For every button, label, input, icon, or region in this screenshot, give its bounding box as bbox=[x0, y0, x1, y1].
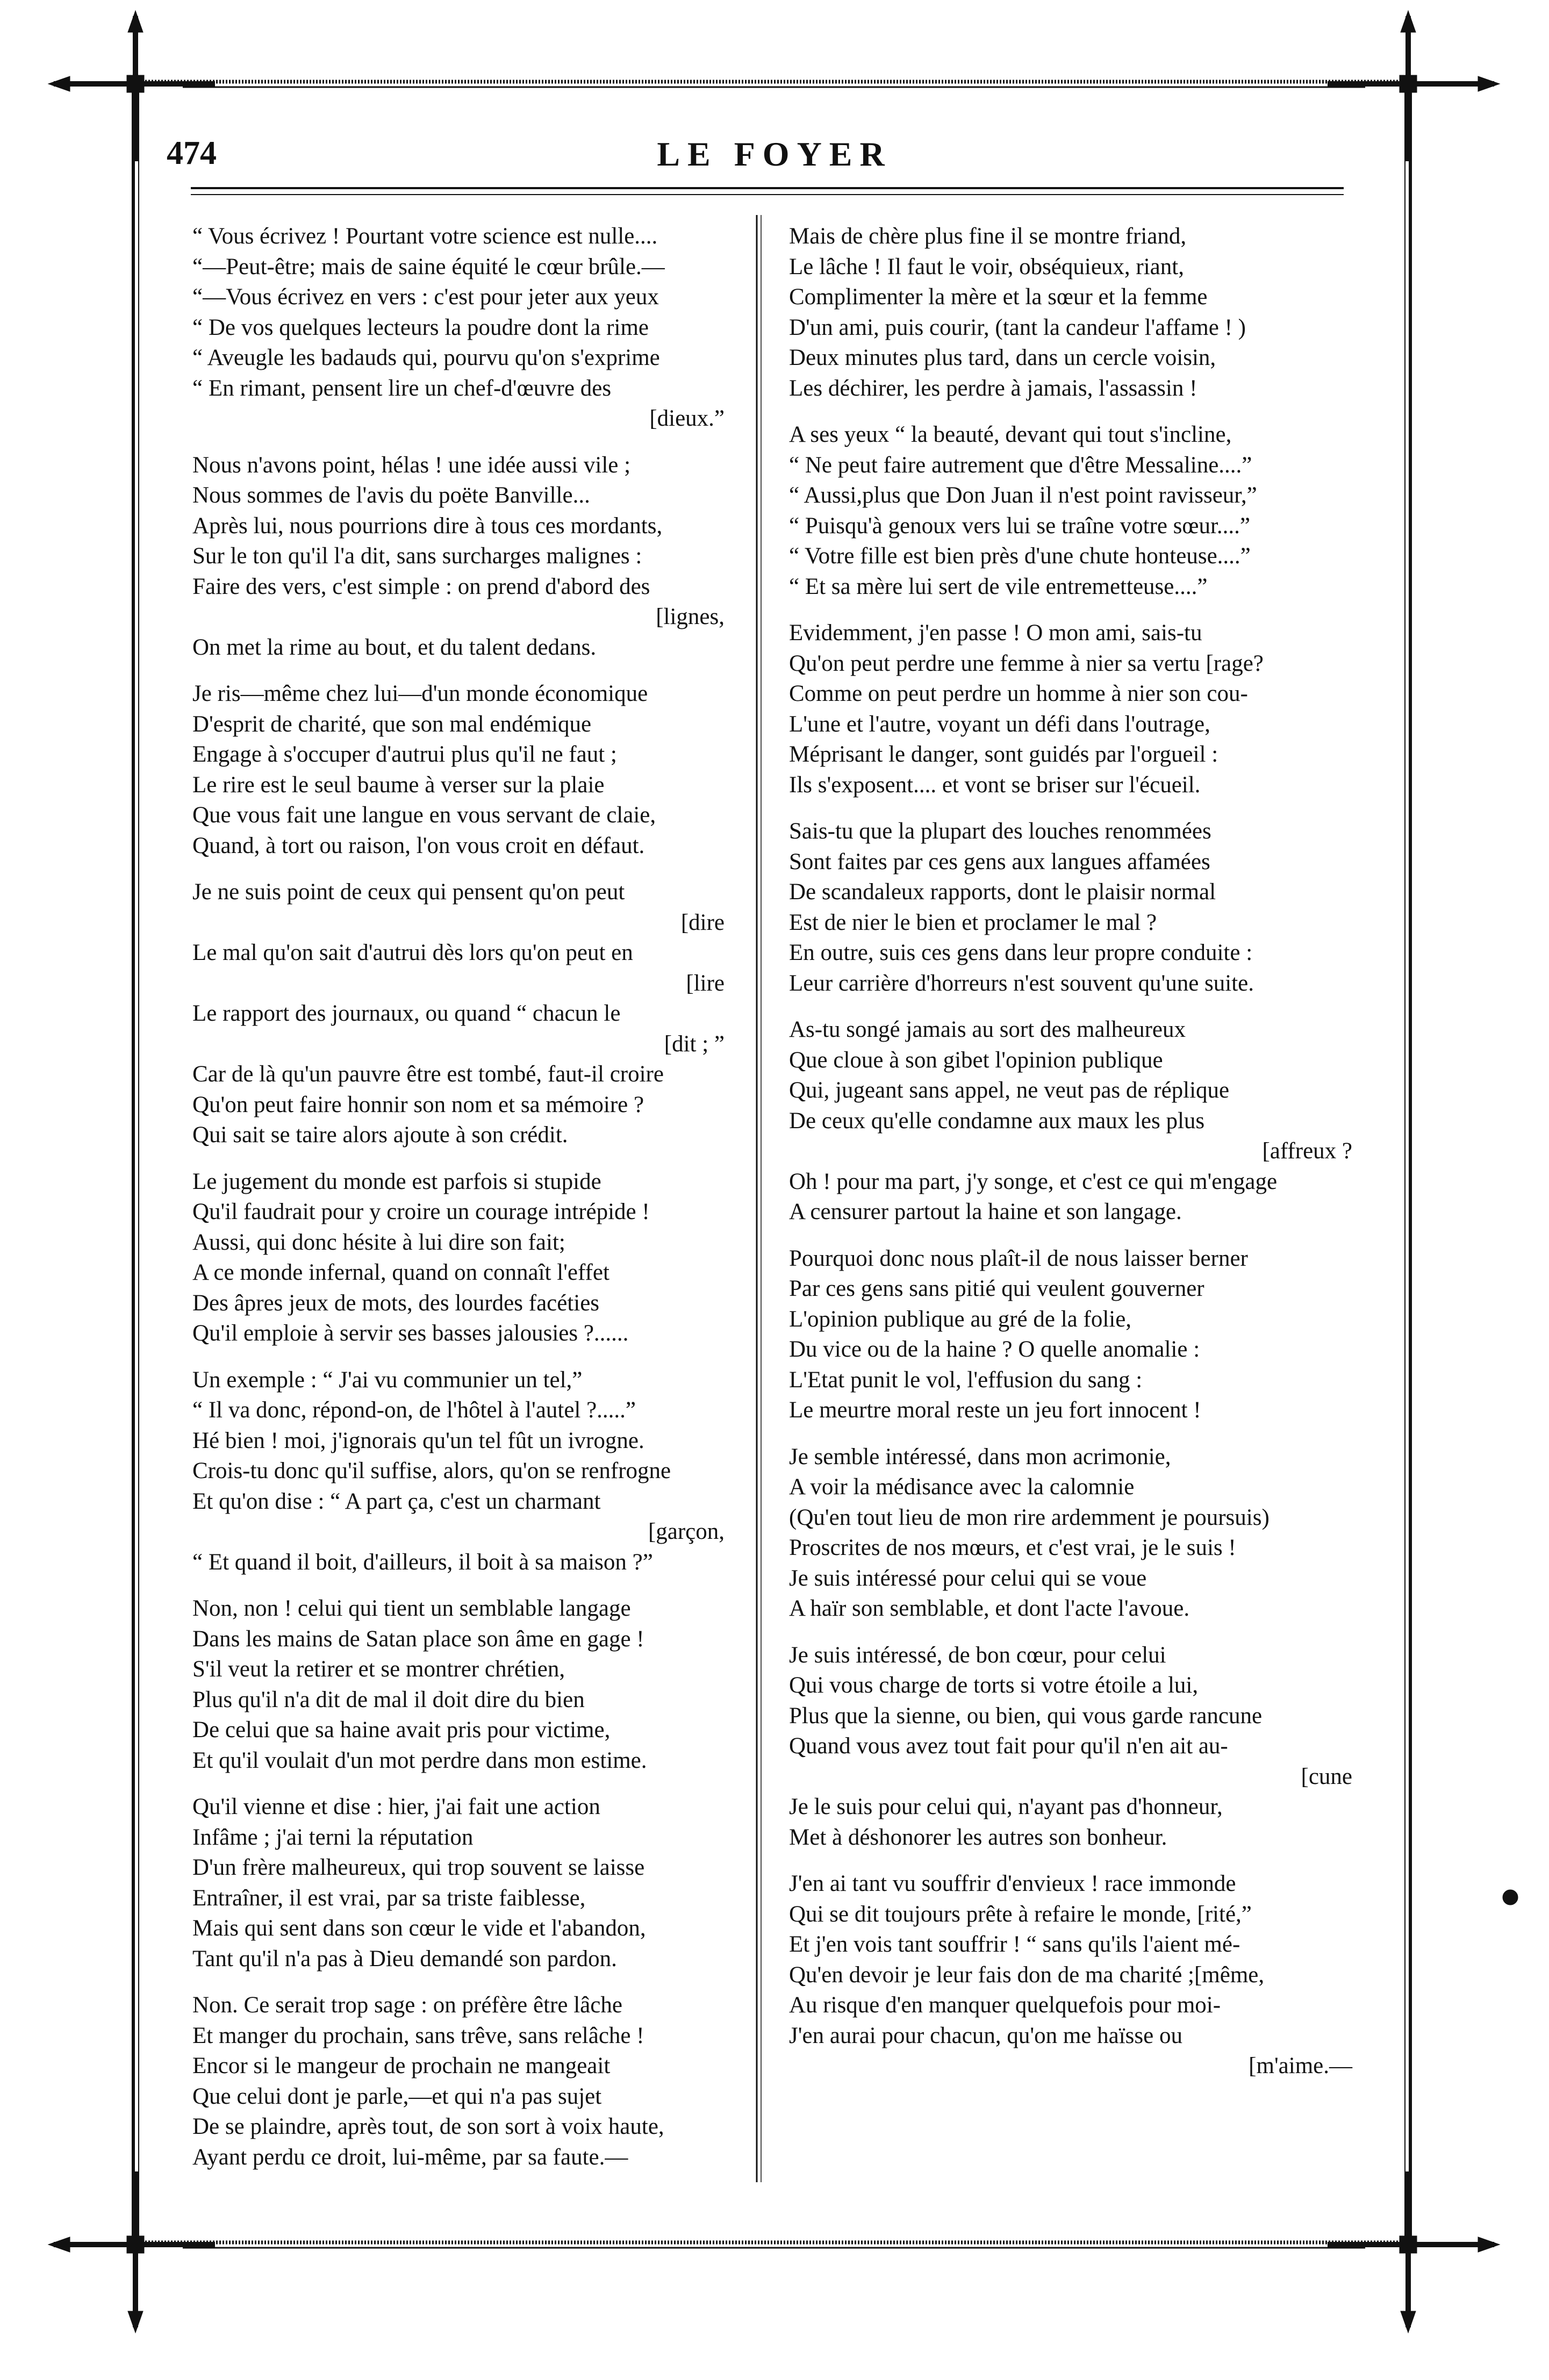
verse-line: Aussi, qui donc hésite à lui dire son fait; bbox=[192, 1229, 565, 1255]
verse-line: J'en aurai pour chacun, qu'on me haïsse ou bbox=[789, 2023, 1182, 2048]
verse-line: Plus que la sienne, ou bien, qui vous garde rancune bbox=[789, 1703, 1263, 1729]
verse-line: “ Votre fille est bien près d'une chute honteuse....” bbox=[789, 543, 1251, 569]
verse-line: Ils s'exposent.... et vont se briser sur l'écueil. bbox=[789, 772, 1201, 798]
verse-line: Qui, jugeant sans appel, ne veut pas de réplique bbox=[789, 1078, 1230, 1103]
verse-line: Proscrites de nos mœurs, et c'est vrai, je le suis ! bbox=[789, 1535, 1236, 1560]
verse-line: L'une et l'autre, voyant un défi dans l'outrage, bbox=[789, 711, 1210, 737]
verse-line: Leur carrière d'horreurs n'est souvent qu'une suite. bbox=[789, 970, 1254, 996]
verse-line: Que cloue à son gibet l'opinion publique bbox=[789, 1047, 1163, 1073]
verse-line: Met à déshonorer les autres son bonheur. bbox=[789, 1824, 1167, 1850]
verse-line: Je suis intéressé, de bon cœur, pour celui bbox=[789, 1642, 1166, 1668]
verse-line: “—Peut-être; mais de saine équité le cœur brûle.— bbox=[192, 254, 665, 279]
verse-line: Sur le ton qu'il l'a dit, sans surcharges malignes : bbox=[192, 543, 642, 569]
verse-line: A censurer partout la haine et son langage. bbox=[789, 1199, 1182, 1224]
verse-line: Que vous fait une langue en vous servant de claie, bbox=[192, 802, 656, 828]
verse-line: [dieux.” bbox=[649, 406, 725, 431]
verse-line: Qui se dit toujours prête à refaire le monde, [rité,” bbox=[789, 1901, 1252, 1927]
verse-line: “ De vos quelques lecteurs la poudre dont la rime bbox=[192, 314, 649, 340]
verse-line: Au risque d'en manquer quelquefois pour moi- bbox=[789, 1992, 1221, 2018]
verse-line: “ Et quand il boit, d'ailleurs, il boit à sa maison ?” bbox=[192, 1549, 653, 1575]
verse-line: [lire bbox=[686, 970, 725, 996]
left-column bbox=[192, 221, 725, 2189]
stanza bbox=[789, 1015, 1352, 1228]
verse-line: Nous n'avons point, hélas ! une idée aussi vile ; bbox=[192, 452, 631, 478]
verse-line: De celui que sa haine avait pris pour victime, bbox=[192, 1717, 611, 1743]
verse-line: Engage à s'occuper d'autrui plus qu'il ne faut ; bbox=[192, 742, 617, 767]
verse-line: Et qu'il voulait d'un mot perdre dans mon estime. bbox=[192, 1747, 647, 1773]
verse-line: [affreux ? bbox=[1262, 1138, 1352, 1164]
verse-line: Et qu'on dise : “ A part ça, c'est un charmant bbox=[192, 1488, 601, 1514]
verse-line: Infâme ; j'ai terni la réputation bbox=[192, 1824, 474, 1850]
verse-line: Sont faites par ces gens aux langues affamées bbox=[789, 849, 1210, 874]
verse-line: [dire bbox=[680, 909, 725, 935]
verse-line: “ Aussi,plus que Don Juan il n'est point ravisseur,” bbox=[789, 483, 1257, 508]
verse-line: A ses yeux “ la beauté, devant qui tout s'incline, bbox=[789, 422, 1232, 447]
verse-line: Faire des vers, c'est simple : on prend d'abord des bbox=[192, 574, 650, 599]
verse-line: Est de nier le bien et proclamer le mal ? bbox=[789, 909, 1157, 935]
verse-line: Les déchirer, les perdre à jamais, l'assassin ! bbox=[789, 375, 1197, 401]
stanza bbox=[789, 221, 1352, 404]
verse-line: Le rapport des journaux, ou quand “ chacun le bbox=[192, 1001, 621, 1026]
verse-line: As-tu songé jamais au sort des malheureux bbox=[789, 1017, 1186, 1042]
stanza bbox=[192, 1990, 725, 2173]
verse-line: Méprisant le danger, sont guidés par l'orgueil : bbox=[789, 742, 1218, 767]
verse-line: On met la rime au bout, et du talent dedans. bbox=[192, 634, 597, 660]
stanza bbox=[192, 450, 725, 663]
verse-line: Qui vous charge de torts si votre étoile a lui, bbox=[789, 1673, 1199, 1698]
verse-line: De ceux qu'elle condamne aux maux les plus bbox=[789, 1108, 1205, 1134]
verse-line: Et manger du prochain, sans trêve, sans relâche ! bbox=[192, 2023, 644, 2048]
verse-line: Dans les mains de Satan place son âme en gage ! bbox=[192, 1626, 644, 1652]
verse-line: Le jugement du monde est parfois si stupide bbox=[192, 1169, 601, 1194]
stanza bbox=[192, 221, 725, 434]
verse-line: L'opinion publique au gré de la folie, bbox=[789, 1306, 1132, 1332]
verse-line: “ Ne peut faire autrement que d'être Messaline....” bbox=[789, 452, 1252, 478]
verse-line: De se plaindre, après tout, de son sort à voix haute, bbox=[192, 2114, 664, 2139]
verse-line: “ Puisqu'à genoux vers lui se traîne votre sœur....” bbox=[789, 513, 1251, 539]
verse-line: Le lâche ! Il faut le voir, obséquieux, riant, bbox=[789, 254, 1184, 279]
verse-line: Le meurtre moral reste un jeu fort innocent ! bbox=[789, 1397, 1201, 1423]
verse-line: Quand, à tort ou raison, l'on vous croit en défaut. bbox=[192, 833, 645, 858]
verse-line: L'Etat punit le vol, l'effusion du sang : bbox=[789, 1367, 1143, 1393]
stanza bbox=[789, 618, 1352, 800]
verse-line: Qu'on peut faire honnir son nom et sa mémoire ? bbox=[192, 1092, 644, 1117]
stanza bbox=[789, 816, 1352, 999]
verse-line: A haïr son semblable, et dont l'acte l'avoue. bbox=[789, 1596, 1190, 1621]
verse-line: Qu'il vienne et dise : hier, j'ai fait une action bbox=[192, 1794, 600, 1819]
verse-line: Qu'il faudrait pour y croire un courage intrépide ! bbox=[192, 1199, 650, 1224]
verse-line: Des âpres jeux de mots, des lourdes facéties bbox=[192, 1290, 600, 1316]
stanza bbox=[192, 1594, 725, 1776]
stanza bbox=[192, 877, 725, 1151]
verse-line: “ Aveugle les badauds qui, pourvu qu'on s'exprime bbox=[192, 345, 660, 370]
verse-line: Qu'il emploie à servir ses basses jalousies ?...... bbox=[192, 1321, 629, 1346]
stanza bbox=[789, 1244, 1352, 1426]
right-column bbox=[789, 221, 1352, 2098]
verse-line: Entraîner, il est vrai, par sa triste faiblesse, bbox=[192, 1885, 586, 1911]
stanza bbox=[192, 1792, 725, 1974]
verse-line: Après lui, nous pourrions dire à tous ces mordants, bbox=[192, 513, 663, 539]
verse-line: D'un ami, puis courir, (tant la candeur l'affame ! ) bbox=[789, 314, 1246, 340]
stanza bbox=[789, 1640, 1352, 1853]
verse-line: Mais qui sent dans son cœur le vide et l'abandon, bbox=[192, 1916, 646, 1941]
verse-line: Que celui dont je parle,—et qui n'a pas sujet bbox=[192, 2083, 602, 2109]
verse-line: Un exemple : “ J'ai vu communier un tel,” bbox=[192, 1367, 583, 1393]
verse-line: Encor si le mangeur de prochain ne mangeait bbox=[192, 2053, 611, 2078]
verse-line: “ Et sa mère lui sert de vile entremetteuse....” bbox=[789, 574, 1208, 599]
verse-line: Par ces gens sans pitié qui veulent gouverner bbox=[789, 1276, 1204, 1301]
verse-line: [lignes, bbox=[656, 604, 725, 629]
verse-line: Car de là qu'un pauvre être est tombé, faut-il croire bbox=[192, 1062, 664, 1087]
verse-line: Du vice ou de la haine ? O quelle anomalie : bbox=[789, 1337, 1200, 1362]
verse-line: S'il veut la retirer et se montrer chrétien, bbox=[192, 1657, 565, 1682]
verse-line: Plus qu'il n'a dit de mal il doit dire du bien bbox=[192, 1687, 585, 1712]
verse-line: “—Vous écrivez en vers : c'est pour jeter aux yeux bbox=[192, 284, 659, 310]
verse-line: Et j'en vois tant souffrir ! “ sans qu'ils l'aient mé- bbox=[789, 1932, 1240, 1957]
verse-line: De scandaleux rapports, dont le plaisir normal bbox=[789, 879, 1216, 905]
verse-line: [cune bbox=[1301, 1764, 1352, 1789]
verse-line: Non. Ce serait trop sage : on préfère être lâche bbox=[192, 1992, 622, 2018]
stanza bbox=[192, 679, 725, 861]
verse-line: Ayant perdu ce droit, lui-même, par sa faute.— bbox=[192, 2144, 628, 2170]
verse-line: D'esprit de charité, que son mal endémique bbox=[192, 711, 592, 737]
verse-line: “ Il va donc, répond-on, de l'hôtel à l'autel ?.....” bbox=[192, 1397, 636, 1423]
verse-line: Crois-tu donc qu'il suffise, alors, qu'on se renfrogne bbox=[192, 1458, 671, 1483]
verse-line: Pourquoi donc nous plaît-il de nous laisser berner bbox=[789, 1245, 1248, 1271]
verse-line: (Qu'en tout lieu de mon rire ardemment je poursuis) bbox=[789, 1504, 1270, 1530]
verse-line: Comme on peut perdre un homme à nier son cou- bbox=[789, 681, 1248, 706]
verse-line: A ce monde infernal, quand on connaît l'effet bbox=[192, 1260, 609, 1285]
verse-line: Je semble intéressé, dans mon acrimonie, bbox=[789, 1444, 1171, 1469]
stanza bbox=[789, 420, 1352, 602]
verse-line: A voir la médisance avec la calomnie bbox=[789, 1474, 1135, 1500]
stanza bbox=[789, 1869, 1352, 2082]
verse-line: [dit ; ” bbox=[664, 1031, 725, 1057]
page-header bbox=[0, 134, 1549, 177]
verse-line: Je ne suis point de ceux qui pensent qu'on peut bbox=[192, 879, 625, 905]
verse-line: Qui sait se taire alors ajoute à son crédit. bbox=[192, 1122, 568, 1148]
verse-line: Qu'en devoir je leur fais don de ma charité ;[même, bbox=[789, 1962, 1265, 1988]
verse-line: Non, non ! celui qui tient un semblable langage bbox=[192, 1596, 631, 1621]
verse-line: [garçon, bbox=[648, 1519, 725, 1544]
verse-line: Hé bien ! moi, j'ignorais qu'un tel fût un ivrogne. bbox=[192, 1428, 644, 1453]
verse-line: Je ris—même chez lui—d'un monde économique bbox=[192, 681, 648, 706]
verse-line: Oh ! pour ma part, j'y songe, et c'est ce qui m'engage bbox=[789, 1169, 1278, 1194]
verse-line: Tant qu'il n'a pas à Dieu demandé son pardon. bbox=[192, 1946, 617, 1972]
verse-line: D'un frère malheureux, qui trop souvent se laisse bbox=[192, 1855, 645, 1880]
running-title: LE FOYER bbox=[657, 135, 892, 173]
verse-line: Nous sommes de l'avis du poëte Banville... bbox=[192, 483, 590, 508]
verse-line: En outre, suis ces gens dans leur propre conduite : bbox=[789, 940, 1253, 965]
stanza bbox=[789, 1442, 1352, 1624]
verse-line: “ En rimant, pensent lire un chef-d'œuvre des bbox=[192, 375, 612, 401]
verse-line: “ Vous écrivez ! Pourtant votre science est nulle.... bbox=[192, 224, 658, 249]
verse-line: Quand vous avez tout fait pour qu'il n'en ait au- bbox=[789, 1733, 1228, 1759]
verse-line: Le rire est le seul baume à verser sur la plaie bbox=[192, 772, 605, 798]
stanza bbox=[192, 1365, 725, 1578]
verse-line: Deux minutes plus tard, dans un cercle voisin, bbox=[789, 345, 1216, 370]
verse-line: Qu'on peut perdre une femme à nier sa vertu [rage? bbox=[789, 650, 1264, 676]
verse-line: Evidemment, j'en passe ! O mon ami, sais-tu bbox=[789, 620, 1202, 646]
page-number: 474 bbox=[167, 135, 217, 171]
stanza bbox=[192, 1167, 725, 1349]
verse-line: Mais de chère plus fine il se montre friand, bbox=[789, 224, 1187, 249]
verse-line: Sais-tu que la plupart des louches renommées bbox=[789, 819, 1211, 844]
verse-line: [m'aime.— bbox=[1249, 2053, 1352, 2078]
verse-line: Je suis intéressé pour celui qui se voue bbox=[789, 1565, 1147, 1591]
verse-line: Le mal qu'on sait d'autrui dès lors qu'on peut en bbox=[192, 940, 633, 965]
verse-line: J'en ai tant vu souffrir d'envieux ! race immonde bbox=[789, 1871, 1236, 1896]
verse-line: Je le suis pour celui qui, n'ayant pas d'honneur, bbox=[789, 1794, 1223, 1819]
verse-line: Complimenter la mère et la sœur et la femme bbox=[789, 284, 1208, 310]
